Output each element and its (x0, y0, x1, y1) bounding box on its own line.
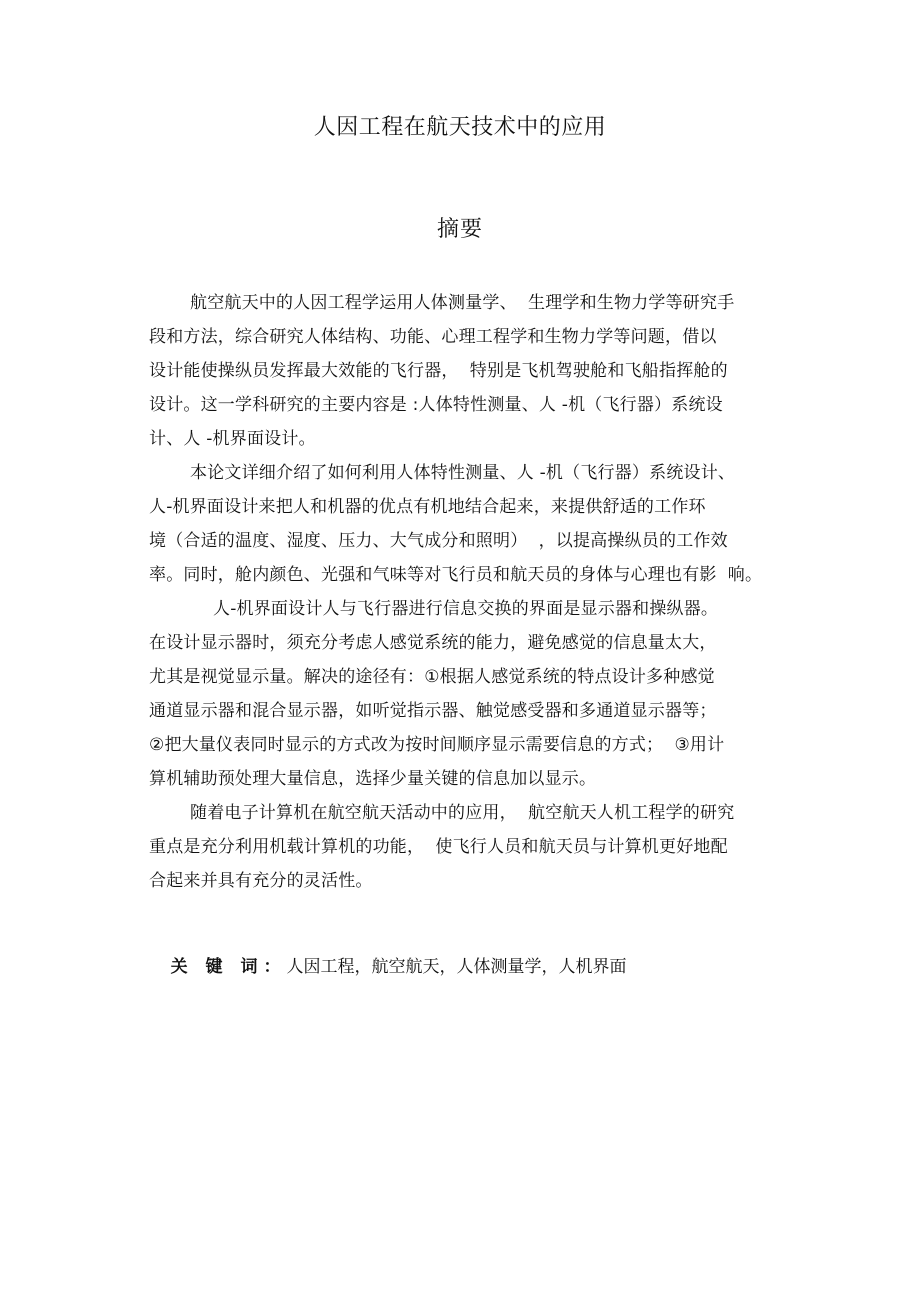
document-title: 人因工程在航天技术中的应用 (313, 115, 607, 140)
abstract-line: 本论文详细介绍了如何利用人体特性测量、人 -机（飞行器）系统设计、 (190, 463, 736, 483)
abstract-line: 重点是充分利用机载计算机的功能， 使飞行人员和航天员与计算机更好地配 (149, 837, 728, 857)
abstract-line: 合起来并具有充分的灵活性。 (149, 871, 373, 891)
abstract-heading: 摘要 (436, 217, 483, 242)
abstract-line: 段和方法，综合研究人体结构、功能、心理工程学和生物力学等问题，借以 (149, 327, 717, 347)
abstract-line: 航空航天中的人因工程学运用人体测量学、 生理学和生物力学等研究手 (190, 293, 735, 313)
abstract-line: 随着电子计算机在航空航天活动中的应用， 航空航天人机工程学的研究 (190, 803, 735, 823)
abstract-line: 设计能使操纵员发挥最大效能的飞行器， 特别是飞机驾驶舱和飞船指挥舱的 (149, 361, 728, 381)
abstract-line: 人-机界面设计人与飞行器进行信息交换的界面是显示器和操纵器。 (213, 599, 719, 619)
abstract-line: 计、人 -机界面设计。 (149, 429, 316, 449)
abstract-line: 尤其是视觉显示量。解决的途径有：①根据人感觉系统的特点设计多种感觉 (149, 667, 715, 687)
abstract-line: 通道显示器和混合显示器，如听觉指示器、触觉感受器和多通道显示器等； (149, 701, 717, 721)
abstract-line: 率。同时，舱内颜色、光强和气味等对飞行员和航天员的身体与心理也有影 响。 (149, 565, 763, 585)
abstract-line: 人-机界面设计来把人和机器的优点有机地结合起来，来提供舒适的工作环 (149, 497, 706, 517)
abstract-line: 在设计显示器时，须充分考虑人感觉系统的能力，避免感觉的信息量太大， (149, 633, 717, 653)
abstract-line: 境（合适的温度、湿度、压力、大气成分和照明） ，以提高操纵员的工作效 (149, 531, 728, 551)
abstract-line: 算机辅助预处理大量信息，选择少量关键的信息加以显示。 (149, 769, 597, 789)
keywords-row (149, 931, 626, 1003)
abstract-line: 设计。这一学科研究的主要内容是 :人体特性测量、人 -机（飞行器）系统设 (149, 395, 723, 415)
abstract-line: ②把大量仪表同时显示的方式改为按时间顺序显示需要信息的方式； ③用计 (149, 735, 725, 755)
keywords-value: 人因工程，航空航天，人体测量学，人机界面 (286, 957, 627, 977)
keywords-label: 关 键 词： (170, 957, 287, 977)
